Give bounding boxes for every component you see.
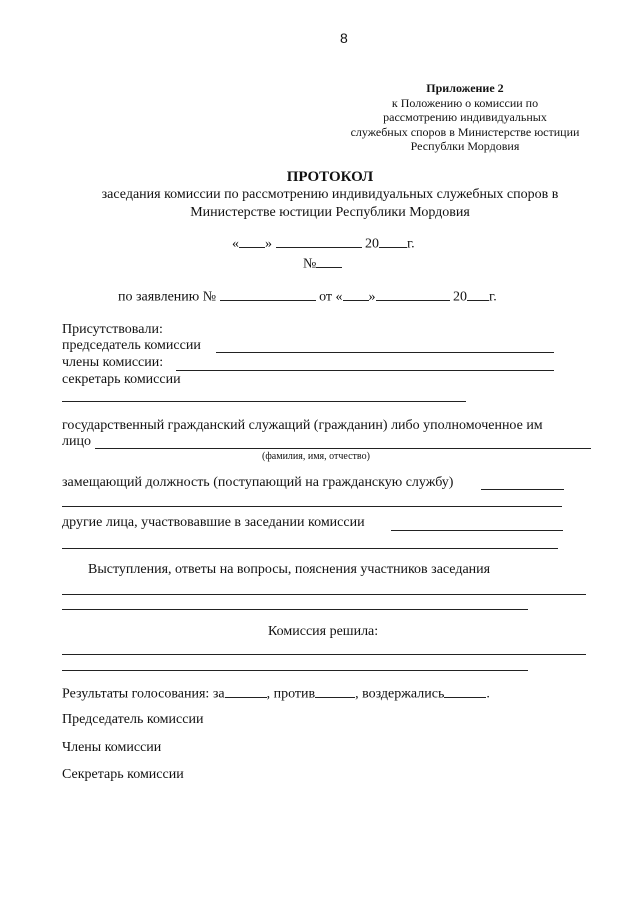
signature-chairman: Председатель комиссии — [62, 712, 204, 727]
year-field[interactable] — [379, 234, 407, 248]
date-line: « » 20 г. — [232, 234, 415, 253]
attendance-members: члены комиссии: — [62, 355, 164, 370]
appendix-title: Приложение 2 — [426, 81, 504, 95]
document-heading — [40, 168, 620, 222]
civil-servant-line2: лицо — [62, 434, 91, 449]
civil-servant-line1: государственный гражданский служащий (гражданин) либо уполномоченное им — [62, 418, 543, 433]
speeches-field-1[interactable] — [62, 594, 586, 595]
votes-against-field[interactable] — [315, 684, 355, 698]
decision-field-1[interactable] — [62, 654, 586, 655]
appendix-block — [300, 81, 630, 154]
application-year-field[interactable] — [467, 287, 489, 301]
application-day-field[interactable] — [343, 287, 369, 301]
decision-field-2[interactable] — [62, 670, 528, 671]
votes-for-field[interactable] — [225, 684, 267, 698]
signature-members: Члены комиссии — [62, 740, 162, 755]
appendix-line: служебных споров в Министерстве юстиции — [350, 124, 580, 139]
chairman-field[interactable] — [216, 352, 554, 353]
document-title: ПРОТОКОЛ — [286, 169, 374, 185]
votes-abstained-field[interactable] — [444, 684, 486, 698]
application-line: по заявлению № от « » 20 г. — [118, 287, 497, 306]
appendix-line: к Положению о комиссии по — [391, 95, 539, 110]
members-field[interactable] — [176, 370, 554, 371]
application-number-field[interactable] — [220, 287, 316, 301]
protocol-number-field[interactable] — [316, 254, 342, 268]
civil-servant-name-field[interactable] — [95, 448, 591, 449]
protocol-number: № — [303, 254, 342, 273]
other-persons-field[interactable] — [391, 530, 563, 531]
page-number: 8 — [340, 30, 348, 46]
signature-secretary: Секретарь комиссии — [62, 767, 184, 782]
position-label: замещающий должность (поступающий на гражданскую службу) — [62, 475, 454, 490]
document-subtitle: Министерстве юстиции Республики Мордовия — [190, 205, 470, 220]
other-persons-field-2[interactable] — [62, 548, 558, 549]
secretary-field[interactable] — [62, 401, 466, 402]
attendance-present: Присутствовали: — [62, 322, 163, 337]
attendance-secretary: секретарь комиссии — [62, 372, 181, 387]
speeches-label: Выступления, ответы на вопросы, пояснения участников заседания — [88, 562, 491, 577]
position-field[interactable] — [481, 489, 564, 490]
position-field-2[interactable] — [62, 506, 562, 507]
speeches-field-2[interactable] — [62, 609, 528, 610]
application-month-field[interactable] — [376, 287, 450, 301]
appendix-line: Республки Мордовия — [410, 139, 520, 153]
voting-line: Результаты голосования: за , против , воздержались . — [62, 684, 490, 703]
attendance-chairman: председатель комиссии — [62, 338, 201, 353]
other-persons-label: другие лица, участвовавшие в заседании комиссии — [62, 515, 365, 530]
decision-label: Комиссия решила: — [268, 624, 379, 639]
appendix-line: рассмотрению индивидуальных — [383, 110, 547, 124]
name-caption: (фамилия, имя, отчество) — [262, 451, 370, 462]
month-field[interactable] — [276, 234, 362, 248]
document-subtitle: заседания комиссии по рассмотрению индивидуальных служебных споров в — [101, 187, 559, 202]
day-field[interactable] — [239, 234, 265, 248]
